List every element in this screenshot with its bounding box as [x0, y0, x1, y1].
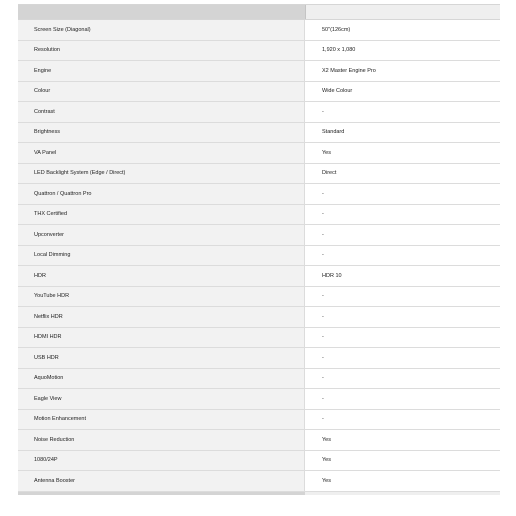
table-row: [18, 389, 500, 410]
spec-table-footer: [18, 492, 500, 495]
table-row: [18, 266, 500, 287]
spec-value: Yes: [305, 430, 500, 450]
spec-label: Screen Size (Diagonal): [18, 20, 305, 40]
table-row: [18, 430, 500, 451]
table-row: [18, 225, 500, 246]
spec-label: Noise Reduction: [18, 430, 305, 450]
spec-value: Wide Colour: [305, 82, 500, 102]
spec-label: Contrast: [18, 102, 305, 122]
spec-label: HDR: [18, 266, 305, 286]
footer-value-cell: [305, 492, 500, 495]
spec-label: Quattron / Quattron Pro: [18, 184, 305, 204]
header-label-cell: [18, 5, 306, 19]
spec-label: Engine: [18, 61, 305, 81]
spec-value: Yes: [305, 471, 500, 491]
spec-value: -: [305, 287, 500, 307]
spec-value: -: [305, 328, 500, 348]
spec-value: HDR 10: [305, 266, 500, 286]
table-row: [18, 164, 500, 185]
table-row: [18, 348, 500, 369]
spec-value: -: [305, 389, 500, 409]
spec-label: Motion Enhancement: [18, 410, 305, 430]
spec-label: VA Panel: [18, 143, 305, 163]
table-row: [18, 205, 500, 226]
spec-value: Standard: [305, 123, 500, 143]
spec-label: Colour: [18, 82, 305, 102]
spec-label: Upconverter: [18, 225, 305, 245]
spec-table: [18, 4, 500, 495]
spec-value: -: [305, 348, 500, 368]
spec-value: 50"(126cm): [305, 20, 500, 40]
spec-value: -: [305, 205, 500, 225]
spec-table-header: [18, 5, 500, 20]
table-row: [18, 123, 500, 144]
spec-value: X2 Master Engine Pro: [305, 61, 500, 81]
spec-label: 1080/24P: [18, 451, 305, 471]
spec-value: Yes: [305, 451, 500, 471]
table-row: [18, 471, 500, 492]
header-value-cell: [306, 5, 500, 19]
spec-label: AquoMotion: [18, 369, 305, 389]
table-row: [18, 246, 500, 267]
footer-label-cell: [18, 492, 305, 495]
spec-label: Brightness: [18, 123, 305, 143]
spec-label: THX Certified: [18, 205, 305, 225]
spec-value: -: [305, 307, 500, 327]
table-row: [18, 184, 500, 205]
spec-value: -: [305, 184, 500, 204]
spec-label: HDMI HDR: [18, 328, 305, 348]
table-row: [18, 20, 500, 41]
table-row: [18, 287, 500, 308]
spec-value: 1,920 x 1,080: [305, 41, 500, 61]
spec-label: Resolution: [18, 41, 305, 61]
spec-value: -: [305, 246, 500, 266]
spec-value: -: [305, 369, 500, 389]
spec-label: Local Dimming: [18, 246, 305, 266]
table-row: [18, 41, 500, 62]
table-row: [18, 328, 500, 349]
spec-label: USB HDR: [18, 348, 305, 368]
table-row: [18, 143, 500, 164]
table-row: [18, 82, 500, 103]
spec-label: YouTube HDR: [18, 287, 305, 307]
spec-value: -: [305, 225, 500, 245]
table-row: [18, 410, 500, 431]
spec-table-body: [18, 20, 500, 492]
spec-label: Eagle View: [18, 389, 305, 409]
table-row: [18, 451, 500, 472]
spec-value: Yes: [305, 143, 500, 163]
spec-value: -: [305, 410, 500, 430]
spec-value: Direct: [305, 164, 500, 184]
spec-value: -: [305, 102, 500, 122]
spec-label: Antenna Booster: [18, 471, 305, 491]
table-row: [18, 61, 500, 82]
table-row: [18, 102, 500, 123]
table-row: [18, 307, 500, 328]
spec-label: LED Backlight System (Edge / Direct): [18, 164, 305, 184]
spec-label: Netflix HDR: [18, 307, 305, 327]
table-row: [18, 369, 500, 390]
